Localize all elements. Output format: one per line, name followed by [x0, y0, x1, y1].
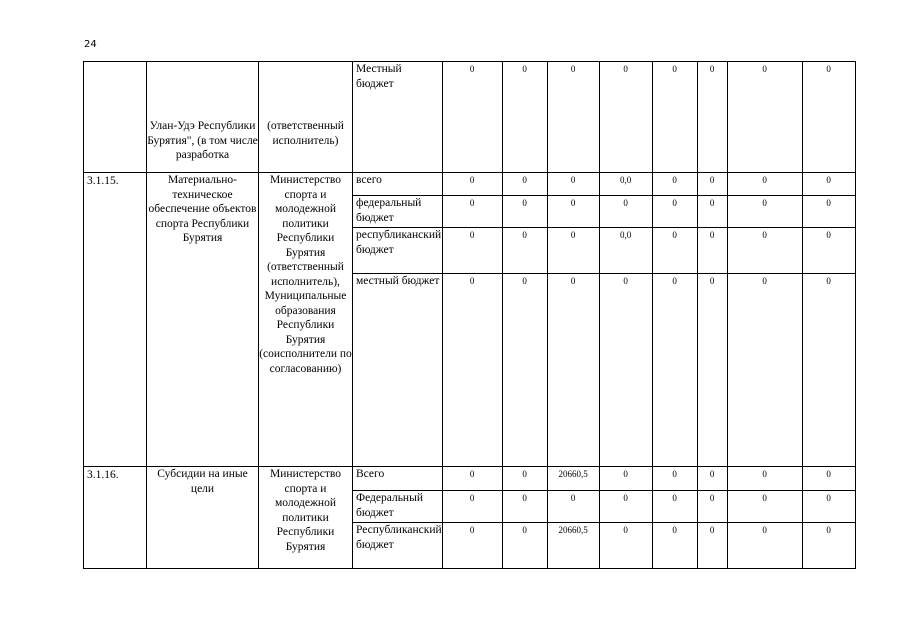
value-cell: 0: [502, 467, 547, 491]
value-cell: 0: [442, 274, 502, 467]
executor-cell: Министерство спорта и молодежной политики Республики Бурятия: [259, 467, 353, 569]
value-cell: 0: [652, 491, 697, 523]
value-cell: 0: [697, 274, 727, 467]
value-cell: 0: [697, 196, 727, 228]
value-cell: 0: [802, 467, 855, 491]
value-cell: 0: [442, 491, 502, 523]
value-cell: 0: [727, 173, 802, 196]
value-cell: 0: [442, 228, 502, 274]
value-cell: 0: [802, 196, 855, 228]
value-cell: 0: [727, 491, 802, 523]
value-cell: 0: [727, 467, 802, 491]
row-code: 3.1.15.: [84, 173, 147, 467]
value-cell: 0: [547, 491, 599, 523]
value-cell: 0: [652, 62, 697, 173]
value-cell: 0: [599, 523, 652, 569]
source-label: федеральный бюджет: [353, 196, 443, 228]
source-label: Федеральный бюджет: [353, 491, 443, 523]
table-row: [84, 467, 856, 491]
value-cell: 0: [697, 62, 727, 173]
source-label: местный бюджет: [353, 274, 443, 467]
name-cell: [147, 62, 259, 173]
value-cell: 0,0: [599, 228, 652, 274]
value-cell: 0: [802, 274, 855, 467]
value-cell: 0: [652, 196, 697, 228]
value-cell: 0: [802, 523, 855, 569]
value-cell: 0: [697, 523, 727, 569]
value-cell: 0: [599, 196, 652, 228]
executor-text: (ответственный исполнитель): [267, 120, 344, 147]
table-row: [84, 62, 856, 173]
table-row: [84, 173, 856, 196]
value-cell: 0: [502, 491, 547, 523]
value-cell: 0: [547, 173, 599, 196]
value-cell: 0: [697, 228, 727, 274]
value-cell: 0: [802, 62, 855, 173]
value-cell: 0: [502, 62, 547, 173]
value-cell: 0: [697, 491, 727, 523]
name-cell: Материально-техническое обеспечение объектов спорта Республики Бурятия: [147, 173, 259, 467]
value-cell: 0: [652, 173, 697, 196]
value-cell: 0: [442, 196, 502, 228]
value-cell: 0: [599, 491, 652, 523]
value-cell: 0: [547, 196, 599, 228]
source-label: Республиканский бюджет: [353, 523, 443, 569]
value-cell: 0: [547, 274, 599, 467]
source-label: Всего: [353, 467, 443, 491]
budget-table: [83, 61, 856, 569]
value-cell: 0: [502, 523, 547, 569]
value-cell: 0: [652, 274, 697, 467]
name-cell: Субсидии на иные цели: [147, 467, 259, 569]
executor-cell: [259, 62, 353, 173]
value-cell: 0: [502, 274, 547, 467]
value-cell: 0: [599, 274, 652, 467]
value-cell: 0: [727, 228, 802, 274]
value-cell: 0: [652, 467, 697, 491]
source-label: всего: [353, 173, 443, 196]
value-cell: 0: [727, 196, 802, 228]
source-label: республиканский бюджет: [353, 228, 443, 274]
value-cell: 0: [442, 467, 502, 491]
executor-cell: Министерство спорта и молодежной политики Республики Бурятия (ответственный исполнитель), Муниципальные образования Республики Бурятия (соисполнители по согласованию): [259, 173, 353, 467]
value-cell: 0: [697, 173, 727, 196]
value-cell: 0,0: [599, 173, 652, 196]
value-cell: 0: [652, 228, 697, 274]
value-cell: 0: [599, 467, 652, 491]
value-cell: 0: [547, 228, 599, 274]
value-cell: 0: [727, 62, 802, 173]
value-cell: 0: [802, 173, 855, 196]
name-text: Улан-Удэ Республики Бурятия", (в том числе разработка: [147, 120, 258, 161]
value-cell: 0: [652, 523, 697, 569]
page-number: 24: [84, 39, 97, 50]
value-cell: 0: [727, 523, 802, 569]
value-cell: 0: [802, 228, 855, 274]
value-cell: 0: [697, 467, 727, 491]
value-cell: 0: [502, 196, 547, 228]
value-cell: 0: [442, 173, 502, 196]
value-cell: 0: [442, 62, 502, 173]
value-cell: 0: [502, 173, 547, 196]
value-cell: 0: [802, 491, 855, 523]
row-code: 3.1.16.: [84, 467, 147, 569]
code-cell: [84, 62, 147, 173]
value-cell: 0: [442, 523, 502, 569]
value-cell: 20660,5: [547, 467, 599, 491]
value-cell: 0: [502, 228, 547, 274]
value-cell: 0: [727, 274, 802, 467]
value-cell: 0: [547, 62, 599, 173]
value-cell: 0: [599, 62, 652, 173]
source-label: Местный бюджет: [353, 62, 443, 173]
value-cell: 20660,5: [547, 523, 599, 569]
